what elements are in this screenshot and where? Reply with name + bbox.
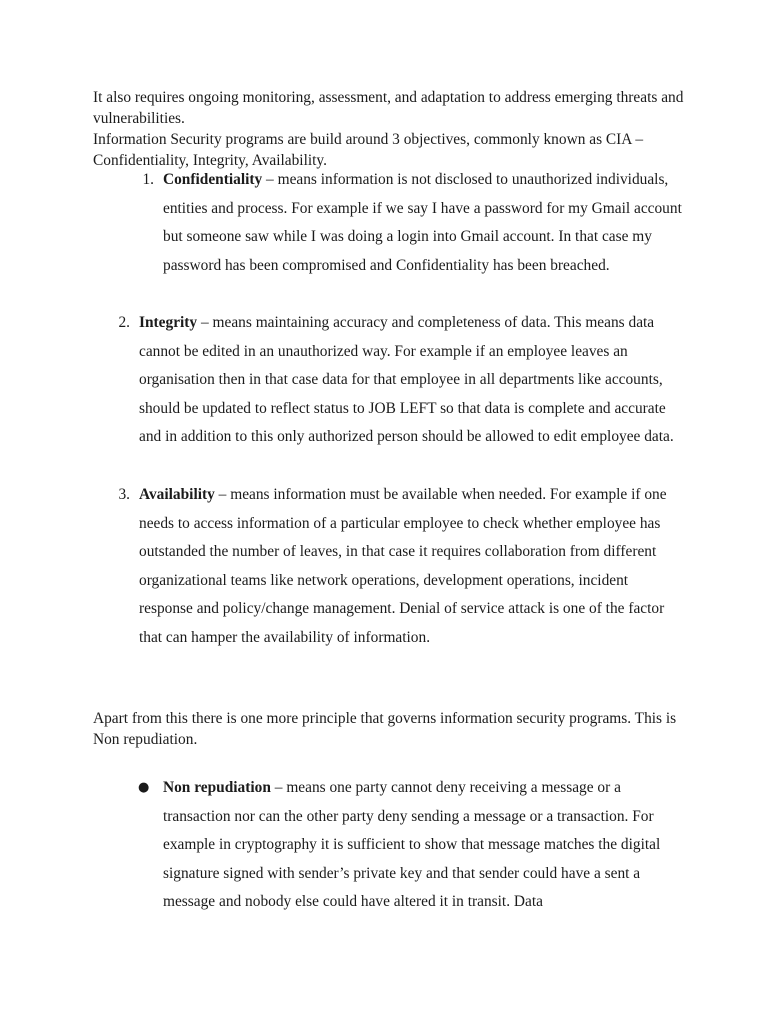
- intro-paragraph: [93, 87, 693, 171]
- term-non-repudiation: Non repudiation: [163, 779, 271, 796]
- list-number: 3.: [118, 486, 130, 503]
- list-item-text: [163, 171, 682, 274]
- term-confidentiality: Confidentiality: [163, 171, 263, 188]
- list-item-availability: [118, 481, 679, 653]
- list-item-text: [139, 486, 667, 646]
- list-item-text: [139, 314, 674, 445]
- list-item-confidentiality: [142, 166, 683, 280]
- term-integrity: Integrity: [139, 314, 198, 331]
- definition-integrity: – means maintaining accuracy and completeness of data. This means data cannot be edited in an unauthorized way. For example if an employee leaves an organisation then in that case data for that employee in all departments like accounts, should be updated to reflect status to JOB LEFT so that data is complete and accurate and in addition to this only authorized person should be allowed to edit employee data.: [139, 314, 674, 446]
- intro-sentence-cia: Information Security programs are build around 3 objectives, commonly known as CIA – Confidentiality, Integrity, Availability.: [93, 131, 644, 169]
- bullet-icon: ●: [138, 780, 150, 795]
- non-repudiation-intro-paragraph: Apart from this there is one more principle that governs information security programs. This is Non repudiation.: [93, 710, 677, 748]
- list-item-integrity: [118, 309, 684, 452]
- term-availability: Availability: [139, 486, 215, 503]
- definition-non-repudiation: – means one party cannot deny receiving a message or a transaction nor can the other party deny sending a message or a transaction. For example in cryptography it is sufficient to show that message matches the digital signature signed with sender’s private key and that sender could have a sent a message and nobody else could have altered it in transit. Data: [163, 779, 661, 911]
- intro-sentence-monitoring: It also requires ongoing monitoring, assessment, and adaptation to address emerging threats and vulnerabilities.: [93, 89, 684, 127]
- list-item-text: [163, 779, 660, 910]
- definition-confidentiality: – means information is not disclosed to unauthorized individuals, entities and process. For example if we say I have a password for my Gmail account but someone saw while I was doing a login into Gmail account. In that case my password has been compromised and Confidentiality has been breached.: [163, 171, 682, 274]
- list-item-non-repudiation: [138, 774, 663, 917]
- definition-availability: – means information must be available when needed. For example if one needs to access information of a particular employee to check whether employee has outstanded the number of leaves, in that case it requires collaboration from different organizational teams like network operations, development operations, incident response and policy/change management. Denial of service attack is one of the factor that can hamper the availability of information.: [139, 486, 667, 646]
- list-number: 2.: [118, 314, 130, 331]
- list-number: 1.: [142, 171, 154, 188]
